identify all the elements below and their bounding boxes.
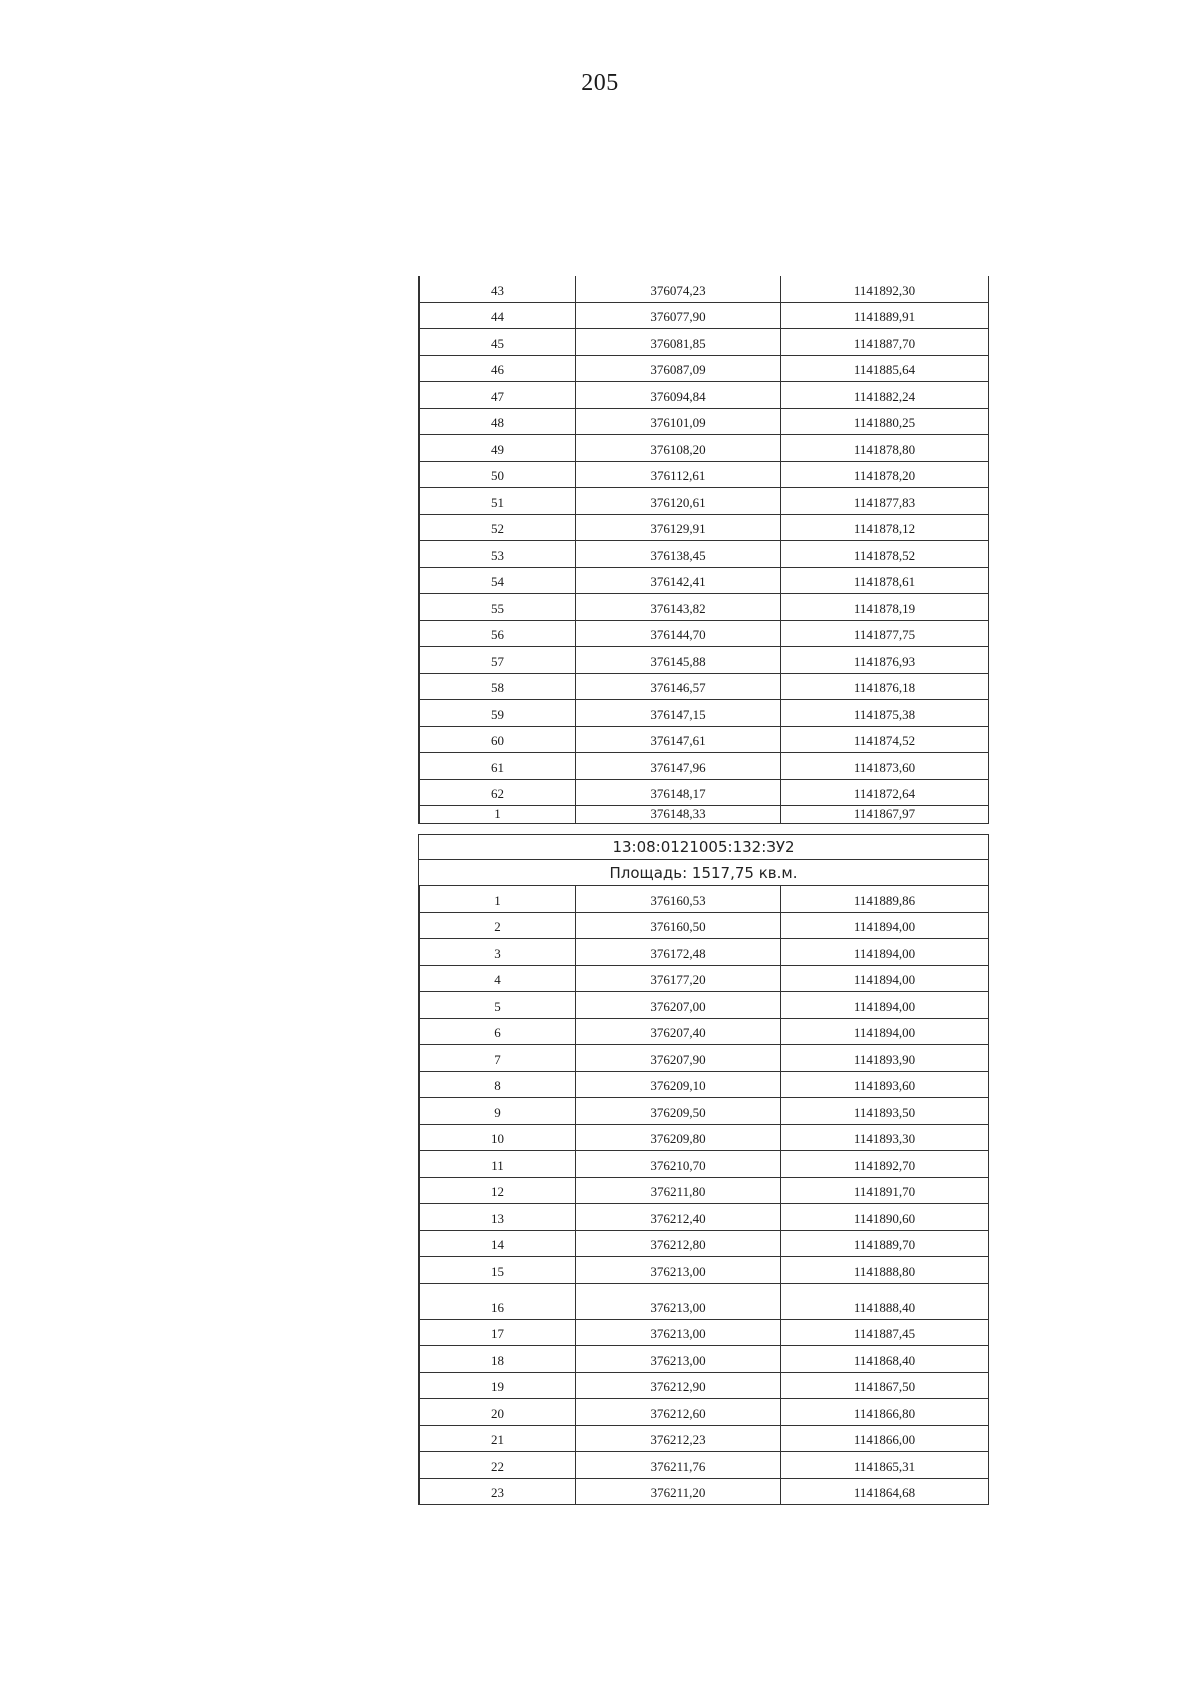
table-row xyxy=(418,647,989,674)
point-number-cell: 21 xyxy=(418,1426,576,1452)
y-coordinate-cell: 1141889,70 xyxy=(781,1231,989,1257)
table-row xyxy=(418,780,989,807)
parcel-id-row: 13:08:0121005:132:ЗУ2 xyxy=(418,834,989,860)
table-row xyxy=(418,568,989,595)
page-number: 205 xyxy=(581,70,619,96)
x-coordinate-cell: 376147,15 xyxy=(576,700,781,726)
point-number-cell: 61 xyxy=(418,753,576,779)
point-number-cell: 14 xyxy=(418,1231,576,1257)
x-coordinate-cell: 376213,00 xyxy=(576,1284,781,1319)
x-coordinate-cell: 376212,80 xyxy=(576,1231,781,1257)
table-row xyxy=(418,1098,989,1125)
table-row xyxy=(418,1373,989,1400)
point-number-cell: 23 xyxy=(418,1479,576,1505)
y-coordinate-cell: 1141894,00 xyxy=(781,1019,989,1045)
x-coordinate-cell: 376148,17 xyxy=(576,780,781,806)
y-coordinate-cell: 1141866,80 xyxy=(781,1399,989,1425)
table-row xyxy=(418,276,989,303)
y-coordinate-cell: 1141890,60 xyxy=(781,1204,989,1230)
y-coordinate-cell: 1141892,70 xyxy=(781,1151,989,1177)
x-coordinate-cell: 376213,00 xyxy=(576,1257,781,1283)
x-coordinate-cell: 376177,20 xyxy=(576,966,781,992)
x-coordinate-cell: 376213,00 xyxy=(576,1346,781,1372)
point-number-cell: 22 xyxy=(418,1452,576,1478)
y-coordinate-cell: 1141874,52 xyxy=(781,727,989,753)
point-number-cell: 18 xyxy=(418,1346,576,1372)
table-row xyxy=(418,700,989,727)
y-coordinate-cell: 1141878,80 xyxy=(781,435,989,461)
point-number-cell: 10 xyxy=(418,1125,576,1151)
table-row xyxy=(418,1452,989,1479)
y-coordinate-cell: 1141894,00 xyxy=(781,939,989,965)
table-row xyxy=(418,939,989,966)
x-coordinate-cell: 376144,70 xyxy=(576,621,781,647)
x-coordinate-cell: 376120,61 xyxy=(576,488,781,514)
x-coordinate-cell: 376146,57 xyxy=(576,674,781,700)
x-coordinate-cell: 376101,09 xyxy=(576,409,781,435)
x-coordinate-cell: 376207,00 xyxy=(576,992,781,1018)
table-row xyxy=(418,1125,989,1152)
x-coordinate-cell: 376094,84 xyxy=(576,382,781,408)
table-row xyxy=(418,1426,989,1453)
x-coordinate-cell: 376211,76 xyxy=(576,1452,781,1478)
table-row xyxy=(418,753,989,780)
x-coordinate-cell: 376160,50 xyxy=(576,913,781,939)
y-coordinate-cell: 1141893,50 xyxy=(781,1098,989,1124)
y-coordinate-cell: 1141893,90 xyxy=(781,1045,989,1071)
x-coordinate-cell: 376212,40 xyxy=(576,1204,781,1230)
point-number-cell: 45 xyxy=(418,329,576,355)
y-coordinate-cell: 1141892,30 xyxy=(781,276,989,302)
table-row xyxy=(418,913,989,940)
y-coordinate-cell: 1141873,60 xyxy=(781,753,989,779)
x-coordinate-cell: 376212,90 xyxy=(576,1373,781,1399)
x-coordinate-cell: 376143,82 xyxy=(576,594,781,620)
point-number-cell: 1 xyxy=(418,886,576,912)
point-number-cell: 57 xyxy=(418,647,576,673)
table-row xyxy=(418,488,989,515)
y-coordinate-cell: 1141894,00 xyxy=(781,966,989,992)
x-coordinate-cell: 376142,41 xyxy=(576,568,781,594)
table-row xyxy=(418,966,989,993)
x-coordinate-cell: 376209,80 xyxy=(576,1125,781,1151)
x-coordinate-cell: 376211,80 xyxy=(576,1178,781,1204)
y-coordinate-cell: 1141889,86 xyxy=(781,886,989,912)
table-row xyxy=(418,356,989,383)
table-row xyxy=(418,1151,989,1178)
y-coordinate-cell: 1141894,00 xyxy=(781,992,989,1018)
x-coordinate-cell: 376209,10 xyxy=(576,1072,781,1098)
x-coordinate-cell: 376147,96 xyxy=(576,753,781,779)
y-coordinate-cell: 1141882,24 xyxy=(781,382,989,408)
y-coordinate-cell: 1141894,00 xyxy=(781,913,989,939)
y-coordinate-cell: 1141875,38 xyxy=(781,700,989,726)
point-number-cell: 3 xyxy=(418,939,576,965)
x-coordinate-cell: 376148,33 xyxy=(576,806,781,823)
table-row xyxy=(418,1231,989,1258)
table-row xyxy=(418,1045,989,1072)
table-row xyxy=(418,1479,989,1506)
table-row xyxy=(418,727,989,754)
table-row xyxy=(418,594,989,621)
x-coordinate-cell: 376138,45 xyxy=(576,541,781,567)
x-coordinate-cell: 376210,70 xyxy=(576,1151,781,1177)
y-coordinate-cell: 1141888,80 xyxy=(781,1257,989,1283)
point-number-cell: 48 xyxy=(418,409,576,435)
y-coordinate-cell: 1141866,00 xyxy=(781,1426,989,1452)
point-number-cell: 49 xyxy=(418,435,576,461)
y-coordinate-cell: 1141877,83 xyxy=(781,488,989,514)
y-coordinate-cell: 1141876,93 xyxy=(781,647,989,673)
table-row xyxy=(418,886,989,913)
point-number-cell: 2 xyxy=(418,913,576,939)
table-row xyxy=(418,1204,989,1231)
point-number-cell: 11 xyxy=(418,1151,576,1177)
y-coordinate-cell: 1141865,31 xyxy=(781,1452,989,1478)
table-row xyxy=(418,382,989,409)
x-coordinate-cell: 376160,53 xyxy=(576,886,781,912)
point-number-cell: 58 xyxy=(418,674,576,700)
table-row xyxy=(418,1399,989,1426)
point-number-cell: 43 xyxy=(418,276,576,302)
table-row xyxy=(418,329,989,356)
point-number-cell: 62 xyxy=(418,780,576,806)
point-number-cell: 60 xyxy=(418,727,576,753)
x-coordinate-cell: 376129,91 xyxy=(576,515,781,541)
table-row xyxy=(418,409,989,436)
coordinates-table-bottom xyxy=(418,886,989,1505)
point-number-cell: 1 xyxy=(418,806,576,823)
point-number-cell: 17 xyxy=(418,1320,576,1346)
table-row xyxy=(418,435,989,462)
point-number-cell: 7 xyxy=(418,1045,576,1071)
point-number-cell: 9 xyxy=(418,1098,576,1124)
table-row xyxy=(418,621,989,648)
table-row xyxy=(418,1257,989,1284)
point-number-cell: 8 xyxy=(418,1072,576,1098)
y-coordinate-cell: 1141867,50 xyxy=(781,1373,989,1399)
x-coordinate-cell: 376108,20 xyxy=(576,435,781,461)
x-coordinate-cell: 376074,23 xyxy=(576,276,781,302)
table-row xyxy=(418,1178,989,1205)
y-coordinate-cell: 1141893,30 xyxy=(781,1125,989,1151)
x-coordinate-cell: 376081,85 xyxy=(576,329,781,355)
y-coordinate-cell: 1141885,64 xyxy=(781,356,989,382)
y-coordinate-cell: 1141867,97 xyxy=(781,806,989,823)
point-number-cell: 53 xyxy=(418,541,576,567)
point-number-cell: 54 xyxy=(418,568,576,594)
table-row xyxy=(418,806,989,824)
point-number-cell: 13 xyxy=(418,1204,576,1230)
y-coordinate-cell: 1141887,70 xyxy=(781,329,989,355)
point-number-cell: 44 xyxy=(418,303,576,329)
coordinates-table-top xyxy=(418,276,989,824)
point-number-cell: 55 xyxy=(418,594,576,620)
y-coordinate-cell: 1141864,68 xyxy=(781,1479,989,1505)
point-number-cell: 16 xyxy=(418,1284,576,1319)
table-row xyxy=(418,303,989,330)
table-row xyxy=(418,1320,989,1347)
x-coordinate-cell: 376147,61 xyxy=(576,727,781,753)
point-number-cell: 4 xyxy=(418,966,576,992)
table-row xyxy=(418,1019,989,1046)
x-coordinate-cell: 376212,23 xyxy=(576,1426,781,1452)
table-row xyxy=(418,992,989,1019)
y-coordinate-cell: 1141878,20 xyxy=(781,462,989,488)
point-number-cell: 20 xyxy=(418,1399,576,1425)
x-coordinate-cell: 376112,61 xyxy=(576,462,781,488)
x-coordinate-cell: 376207,40 xyxy=(576,1019,781,1045)
x-coordinate-cell: 376207,90 xyxy=(576,1045,781,1071)
x-coordinate-cell: 376145,88 xyxy=(576,647,781,673)
y-coordinate-cell: 1141878,12 xyxy=(781,515,989,541)
y-coordinate-cell: 1141887,45 xyxy=(781,1320,989,1346)
x-coordinate-cell: 376209,50 xyxy=(576,1098,781,1124)
x-coordinate-cell: 376211,20 xyxy=(576,1479,781,1505)
x-coordinate-cell: 376172,48 xyxy=(576,939,781,965)
point-number-cell: 47 xyxy=(418,382,576,408)
point-number-cell: 50 xyxy=(418,462,576,488)
point-number-cell: 15 xyxy=(418,1257,576,1283)
point-number-cell: 52 xyxy=(418,515,576,541)
point-number-cell: 59 xyxy=(418,700,576,726)
y-coordinate-cell: 1141891,70 xyxy=(781,1178,989,1204)
point-number-cell: 12 xyxy=(418,1178,576,1204)
point-number-cell: 19 xyxy=(418,1373,576,1399)
y-coordinate-cell: 1141877,75 xyxy=(781,621,989,647)
table-row xyxy=(418,462,989,489)
point-number-cell: 6 xyxy=(418,1019,576,1045)
y-coordinate-cell: 1141878,52 xyxy=(781,541,989,567)
y-coordinate-cell: 1141889,91 xyxy=(781,303,989,329)
x-coordinate-cell: 376213,00 xyxy=(576,1320,781,1346)
parcel-area-row: Площадь: 1517,75 кв.м. xyxy=(418,860,989,886)
table-row xyxy=(418,674,989,701)
x-coordinate-cell: 376087,09 xyxy=(576,356,781,382)
table-row xyxy=(418,1072,989,1099)
x-coordinate-cell: 376212,60 xyxy=(576,1399,781,1425)
y-coordinate-cell: 1141888,40 xyxy=(781,1284,989,1319)
point-number-cell: 51 xyxy=(418,488,576,514)
y-coordinate-cell: 1141878,61 xyxy=(781,568,989,594)
table-row xyxy=(418,515,989,542)
y-coordinate-cell: 1141876,18 xyxy=(781,674,989,700)
table-row xyxy=(418,1346,989,1373)
point-number-cell: 46 xyxy=(418,356,576,382)
x-coordinate-cell: 376077,90 xyxy=(576,303,781,329)
y-coordinate-cell: 1141893,60 xyxy=(781,1072,989,1098)
y-coordinate-cell: 1141868,40 xyxy=(781,1346,989,1372)
table-row xyxy=(418,1284,989,1320)
point-number-cell: 56 xyxy=(418,621,576,647)
y-coordinate-cell: 1141880,25 xyxy=(781,409,989,435)
y-coordinate-cell: 1141878,19 xyxy=(781,594,989,620)
point-number-cell: 5 xyxy=(418,992,576,1018)
y-coordinate-cell: 1141872,64 xyxy=(781,780,989,806)
table-row xyxy=(418,541,989,568)
